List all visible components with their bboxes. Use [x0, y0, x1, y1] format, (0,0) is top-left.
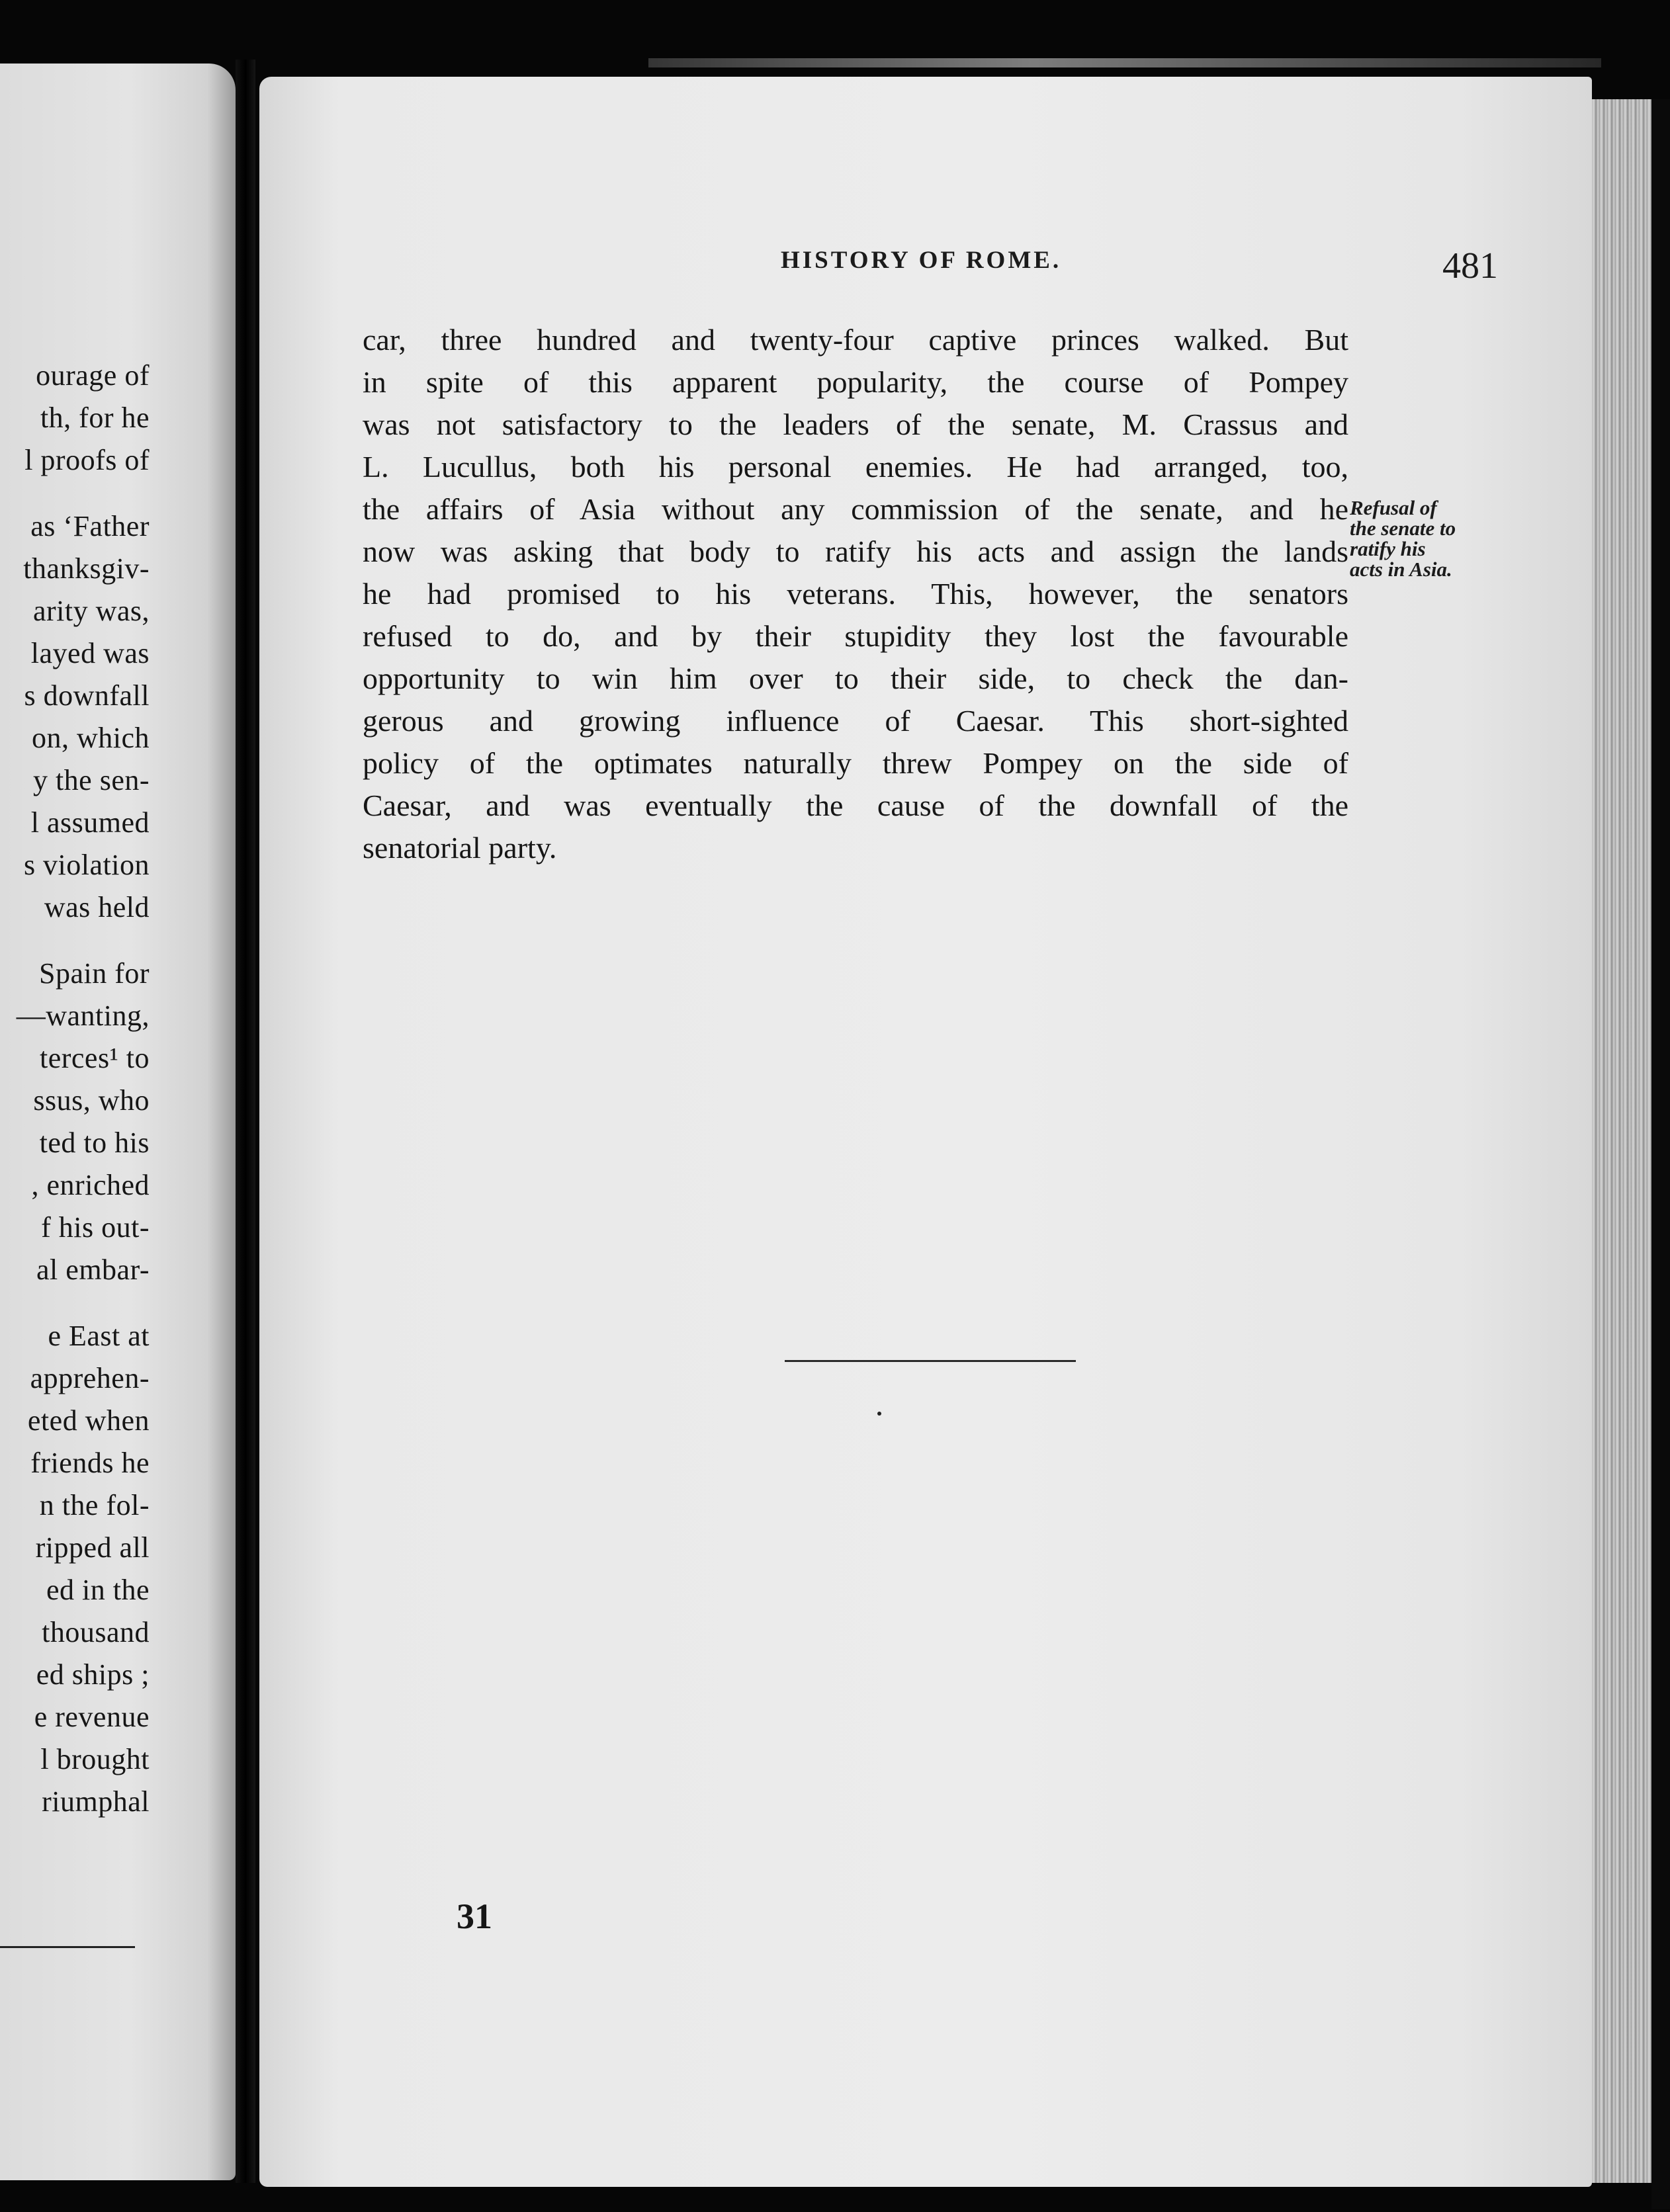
previous-page-line: , enriched	[31, 1169, 150, 1201]
body-line: he had promised to his veterans. This, however, the senators	[363, 577, 1348, 611]
previous-page	[0, 64, 236, 2180]
previous-page-line: e revenue	[34, 1701, 150, 1733]
previous-page-line: —wanting,	[16, 1000, 150, 1032]
body-line: refused to do, and by their stupidity they lost the favourable	[363, 619, 1348, 653]
chapter-end-rule	[785, 1360, 1076, 1362]
previous-page-line: friends he	[30, 1447, 150, 1479]
previous-page-line: l brought	[40, 1743, 150, 1775]
previous-page-line: riumphal	[42, 1785, 150, 1818]
previous-page-line: ted to his	[39, 1127, 150, 1159]
body-line: Caesar, and was eventually the cause of the downfall of the	[363, 788, 1348, 822]
previous-page-line: thousand	[42, 1616, 150, 1648]
previous-page-line: as ‘Father	[30, 510, 150, 542]
body-line: car, three hundred and twenty-four captive princes walked. But	[363, 323, 1348, 357]
body-line: the affairs of Asia without any commission of the senate, and he	[363, 492, 1348, 526]
previous-page-line: layed was	[30, 637, 150, 669]
previous-page-line: l assumed	[30, 806, 150, 839]
scan-border	[1651, 99, 1670, 2209]
previous-page-line: al embar-	[36, 1254, 150, 1286]
previous-page-line: ed in the	[46, 1574, 150, 1606]
footnote-rule	[0, 1946, 135, 1948]
previous-page-line: l proofs of	[24, 444, 150, 476]
previous-page-line: f his out-	[41, 1211, 150, 1244]
previous-page-line: ssus, who	[33, 1084, 150, 1117]
previous-page-line: s downfall	[24, 679, 150, 712]
previous-page-line: ripped all	[35, 1531, 150, 1564]
body-line: senatorial party.	[363, 831, 557, 865]
body-line: in spite of this apparent popularity, the course of Pompey	[363, 365, 1348, 399]
previous-page-line: terces¹ to	[39, 1042, 150, 1074]
previous-page-line: on, which	[31, 722, 150, 754]
previous-page-line: th, for he	[40, 402, 150, 434]
margin-note-line: Refusal of	[1350, 496, 1437, 519]
previous-page-line: was held	[44, 891, 150, 923]
body-text	[363, 319, 1348, 869]
body-line: L. Lucullus, both his personal enemies. He had arranged, too,	[363, 450, 1348, 484]
previous-page-line: ed ships ;	[36, 1658, 150, 1691]
previous-page-line: y the sen-	[32, 764, 150, 796]
running-head: HISTORY OF ROME.	[781, 247, 1062, 274]
previous-page-line: Spain for	[38, 957, 150, 990]
previous-page-line: n the fol-	[39, 1489, 150, 1521]
previous-page-line: ourage of	[36, 359, 150, 392]
body-line: now was asking that body to ratify his acts and assign the lands	[363, 534, 1348, 568]
body-line: was not satisfactory to the leaders of the senate, M. Crassus and	[363, 407, 1348, 441]
page-number: 481	[1442, 245, 1498, 286]
margin-note-line: the senate to	[1350, 517, 1456, 540]
previous-page-line: s violation	[23, 849, 150, 881]
margin-note-line: ratify his	[1350, 537, 1426, 560]
signature-mark: 31	[457, 1896, 492, 1936]
body-line: policy of the optimates naturally threw Pompey on the side of	[363, 746, 1348, 780]
body-line: opportunity to win him over to their side, to check the dan-	[363, 661, 1348, 695]
top-edge-artifact	[648, 58, 1601, 67]
margin-note	[1350, 497, 1502, 579]
body-line: gerous and growing influence of Caesar. This short-sighted	[363, 704, 1348, 738]
ink-speck	[877, 1412, 881, 1416]
previous-page-line: eted when	[27, 1404, 150, 1437]
previous-page-line: thanksgiv-	[23, 552, 150, 585]
previous-page-line: e East at	[48, 1320, 150, 1352]
previous-page-line: apprehen-	[30, 1362, 150, 1394]
previous-page-text	[0, 355, 150, 1823]
previous-page-line: arity was,	[32, 595, 150, 627]
book-gutter	[236, 60, 255, 2183]
margin-note-line: acts in Asia.	[1350, 558, 1452, 581]
